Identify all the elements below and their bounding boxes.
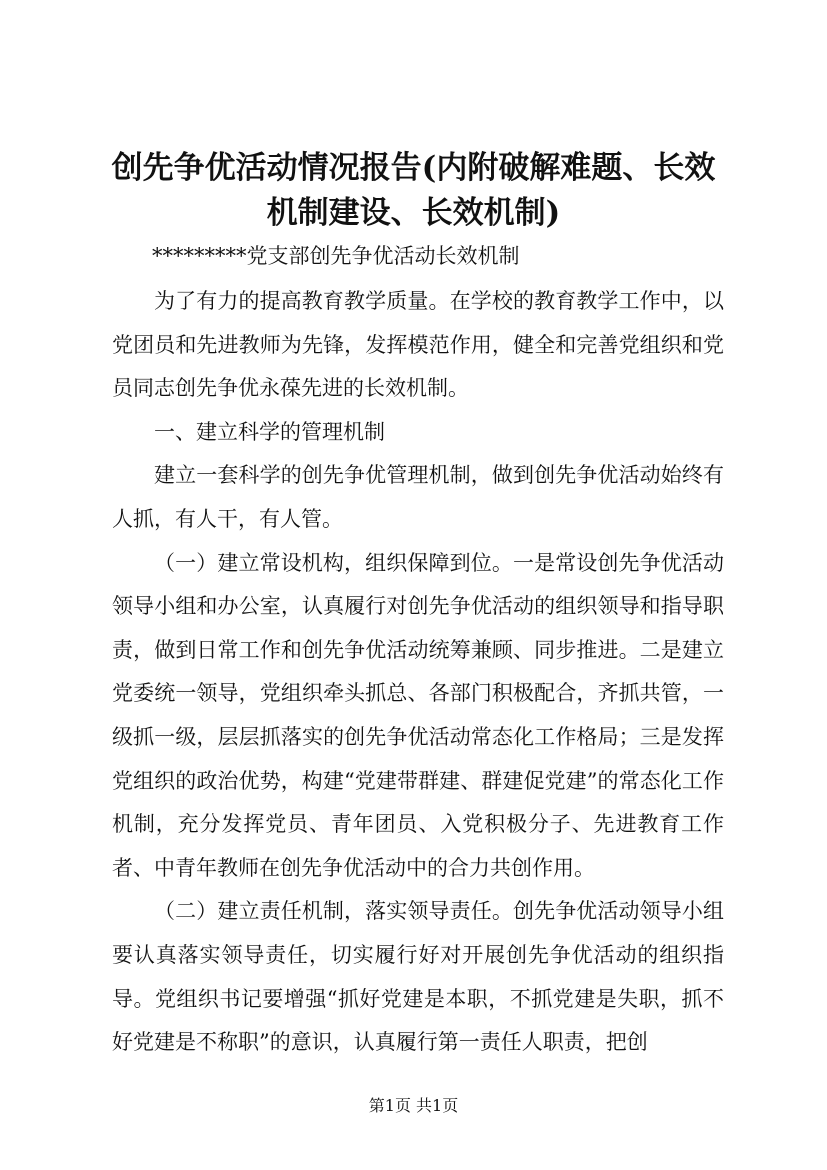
document-title-line-1: 创先争优活动情况报告(内附破解难题、长效	[111, 150, 716, 186]
paragraph-item-1: （一）建立常设机构，组织保障到位。一是常设创先争优活动领导小组和办公室，认真履行对创先争优活动的组织领导和指导职责，做到日常工作和创先争优活动统筹兼顾、同步推进。二是建立党委统一领导，党组织牵头抓总、各部门积极配合，齐抓共管，一级抓一级，层层抓落实的创先争优活动常态化工作格局；三是发挥党组织的政治优势，构建“党建带群建、群建促党建”的常态化工作机制，充分发挥党员、青年团员、入党积极分子、先进教育工作者、中青年教师在创先争优活动中的合力共创作用。	[112, 550, 724, 880]
document-subtitle: *********党支部创先争优活动长效机制	[152, 244, 520, 268]
document-title-line-2: 机制建设、长效机制)	[266, 195, 561, 231]
paragraph-section-intro: 建立一套科学的创先争优管理机制，做到创先争优活动始终有人抓，有人干，有人管。	[112, 463, 724, 531]
document-body	[112, 280, 724, 1065]
section-heading: 一、建立科学的管理机制	[154, 419, 385, 444]
paragraph-intro: 为了有力的提高教育教学质量。在学校的教育教学工作中，以党团员和先进教师为先锋，发挥模范作用，健全和完善党组织和党员同志创先争优永葆先进的长效机制。	[112, 289, 724, 401]
paragraph-item-2: （二）建立责任机制，落实领导责任。创先争优活动领导小组要认真落实领导责任，切实履行好对开展创先争优活动的组织指导。党组织书记要增强“抓好党建是本职，不抓党建是失职，抓不好党建是不称职”的意识，认真履行第一责任人职责，把创	[112, 899, 724, 1055]
page-footer: 第1页 共1页	[368, 1096, 459, 1115]
